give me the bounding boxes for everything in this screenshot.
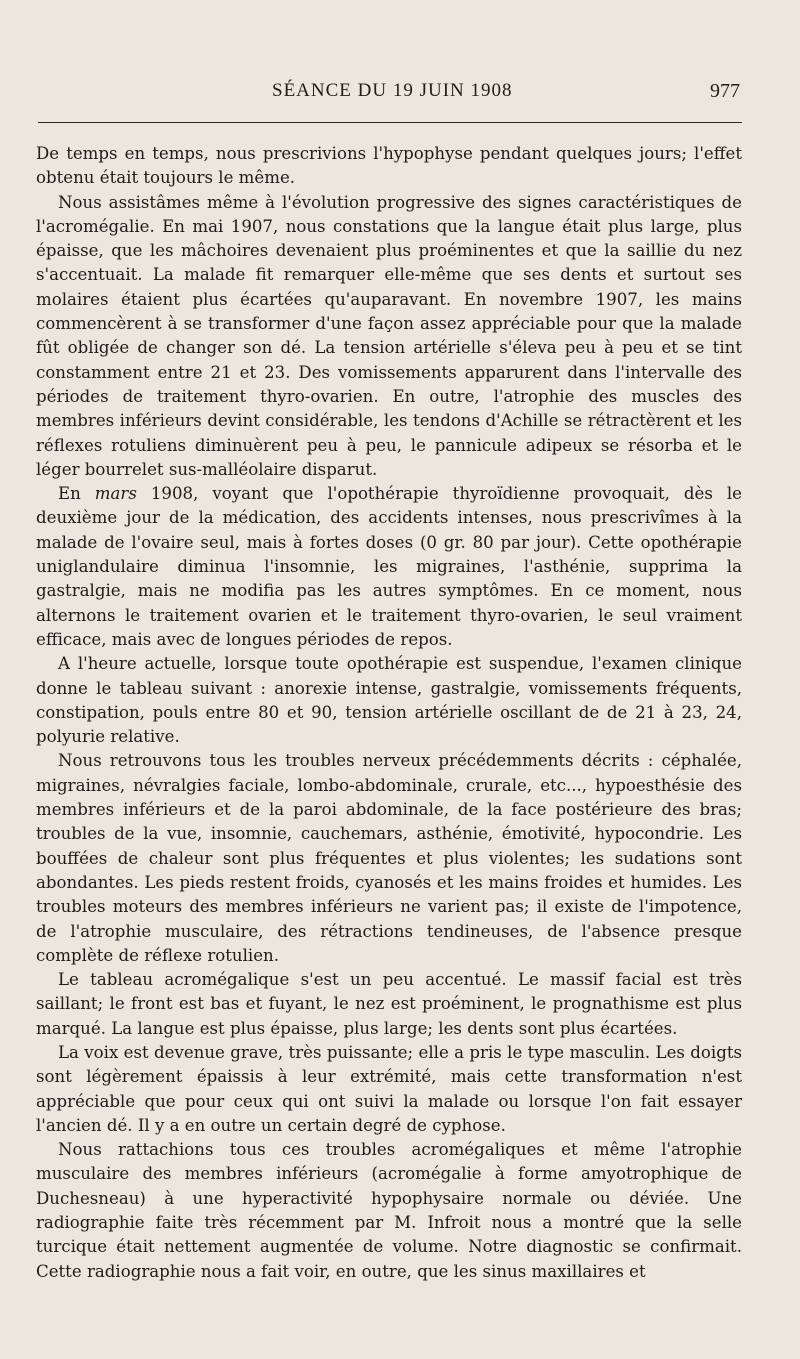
paragraph-lead: En <box>58 484 95 504</box>
body-text <box>36 142 742 1284</box>
paragraph: A l'heure actuelle, lorsque toute opothérapie est suspendue, l'examen clinique donne le tableau suivant : anorexie intense, gastralgie, vomissements fréquents, constipation, pouls entre 80 et 90, tension artérielle oscillant de de 21 à 23, 24, polyurie relative. <box>36 654 742 747</box>
paragraph: Nous assistâmes même à l'évolution progressive des signes caractéristiques de l'acromégalie. En mai 1907, nous constations que la langue était plus large, plus épaisse, que les mâchoires devenaient plus proéminentes et que la saillie du nez s'accentuait. La malade fit remarquer elle-même que ses dents et surtout ses molaires étaient plus écartées qu'auparavant. En novembre 1907, les mains commencèrent à se transformer d'une façon assez appréciable pour que la malade fût obligée de changer son dé. La tension artérielle s'éleva peu à peu et se tint constamment entre 21 et 23. Des vomissements apparurent dans l'intervalle des périodes de traitement thyro-ovarien. En outre, l'atrophie des muscles des membres inférieurs devint considérable, les tendons d'Achille se rétractèrent et les réflexes rotuliens diminuèrent peu à peu, le pannicule adipeux se résorba et le léger bourrelet sus-malléolaire disparut. <box>36 192 742 479</box>
header-rule <box>38 122 742 123</box>
paragraph <box>36 482 742 652</box>
paragraph: Nous rattachions tous ces troubles acromégaliques et même l'atrophie musculaire des membres inférieurs (acromégalie à forme amyotrophique de Duchesneau) à une hyperactivité hypophysaire normale ou déviée. Une radiographie faite très récemment par M. Infroit nous a montré que la selle turcique était nettement augmentée de volume. Notre diagnostic se confirmait. Cette radiographie nous a fait voir, en outre, que les sinus maxillaires et <box>36 1140 742 1281</box>
page-header <box>0 80 800 110</box>
italic-word: mars <box>94 484 137 504</box>
paragraph: La voix est devenue grave, très puissante; elle a pris le type masculin. Les doigts sont légèrement épaissis à leur extrémité, mais cette transformation n'est appréciable que pour ceux qui ont suivi la malade ou lorsque l'on fait essayer l'ancien dé. Il y a en outre un certain degré de cyphose. <box>36 1042 742 1135</box>
paragraph: De temps en temps, nous prescrivions l'hypophyse pendant quelques jours; l'effet obtenu était toujours le même. <box>36 144 742 188</box>
page-number: 977 <box>710 80 740 102</box>
paragraph-tail: 1908, voyant que l'opothérapie thyroïdienne provoquait, dès le deuxième jour de la médication, des accidents intenses, nous prescrivîmes à la malade de l'ovaire seul, mais à fortes doses (0 gr. 80 par jour). Cette opothérapie uniglandulaire diminua l'insomnie, les migraines, l'asthénie, supprima la gastralgie, mais ne modifia pas les autres symptômes. En ce moment, nous alternons le traitement ovarien et le traitement thyro-ovarien, le seul vraiment efficace, mais avec de longues périodes de repos. <box>36 484 742 649</box>
running-head: SÉANCE DU 19 JUIN 1908 <box>272 80 513 101</box>
paragraph: Le tableau acromégalique s'est un peu accentué. Le massif facial est très saillant; le front est bas et fuyant, le nez est proéminent, le prognathisme est plus marqué. La langue est plus épaisse, plus large; les dents sont plus écartées. <box>36 970 742 1038</box>
paragraph: Nous retrouvons tous les troubles nerveux précédemments décrits : céphalée, migraines, névralgies faciale, lombo-abdominale, crurale, etc..., hypoesthésie des membres inférieurs et de la paroi abdominale, de la face postérieure des bras; troubles de la vue, insomnie, cauchemars, asthénie, émotivité, hypocondrie. Les bouffées de chaleur sont plus fréquentes et plus violentes; les sudations sont abondantes. Les pieds restent froids, cyanosés et les mains froides et humides. Les troubles moteurs des membres inférieurs ne varient pas; il existe de l'impotence, de l'atrophie musculaire, des rétractions tendineuses, de l'absence presque complète de réflexe rotulien. <box>36 751 742 965</box>
